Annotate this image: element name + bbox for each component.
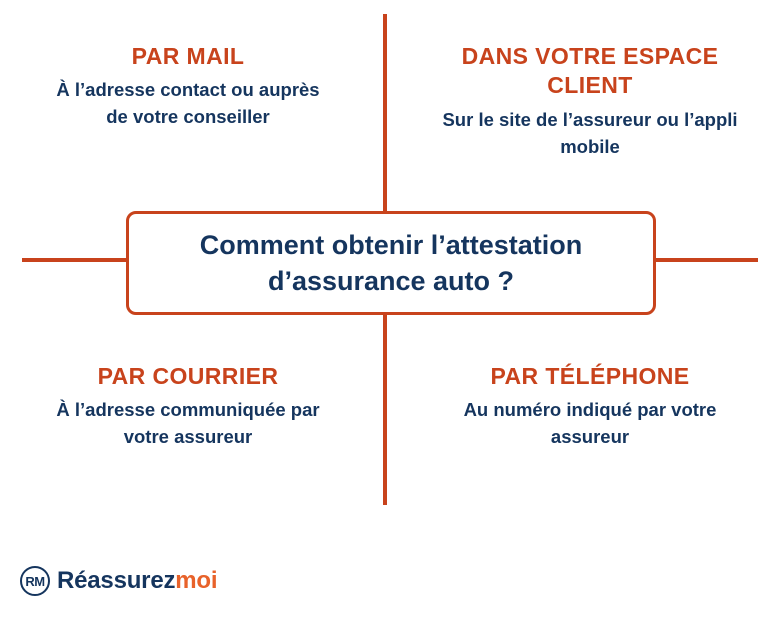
- quadrant-espace-client-body: Sur le site de l’assureur ou l’appli mobile: [442, 108, 738, 157]
- brand-logo: [20, 566, 217, 596]
- quadrant-courrier: [48, 362, 328, 451]
- quadrant-courrier-title: PAR COURRIER: [97, 363, 279, 389]
- logo-word-secondary: moi: [175, 567, 218, 594]
- center-question-line-1: Comment obtenir l’attestation: [199, 229, 583, 260]
- center-question-text: [182, 227, 601, 300]
- logo-monogram-text: RM: [25, 573, 45, 589]
- connector-line-vertical-bottom: [383, 315, 387, 505]
- logo-monogram-icon: [20, 566, 50, 596]
- center-question-line-2: d’assurance auto ?: [267, 266, 515, 296]
- connector-line-horizontal-right: [656, 258, 758, 262]
- center-question-box: [126, 211, 656, 315]
- quadrant-telephone-body: Au numéro indiqué par votre assureur: [463, 399, 717, 448]
- quadrant-telephone: [440, 362, 740, 451]
- quadrant-espace-client-title: DANS VOTRE ESPACE CLIENT: [461, 43, 719, 99]
- connector-line-vertical-top: [383, 14, 387, 214]
- quadrant-espace-client: [440, 42, 740, 161]
- logo-word-primary: Réassurez: [57, 567, 176, 594]
- quadrant-telephone-title: PAR TÉLÉPHONE: [490, 363, 690, 389]
- quadrant-mail-body: À l’adresse contact ou auprès de votre conseiller: [56, 79, 320, 128]
- quadrant-courrier-body: À l’adresse communiquée par votre assureur: [56, 399, 320, 448]
- quadrant-mail: [48, 42, 328, 131]
- quadrant-mail-title: PAR MAIL: [131, 43, 245, 69]
- connector-line-horizontal-left: [22, 258, 127, 262]
